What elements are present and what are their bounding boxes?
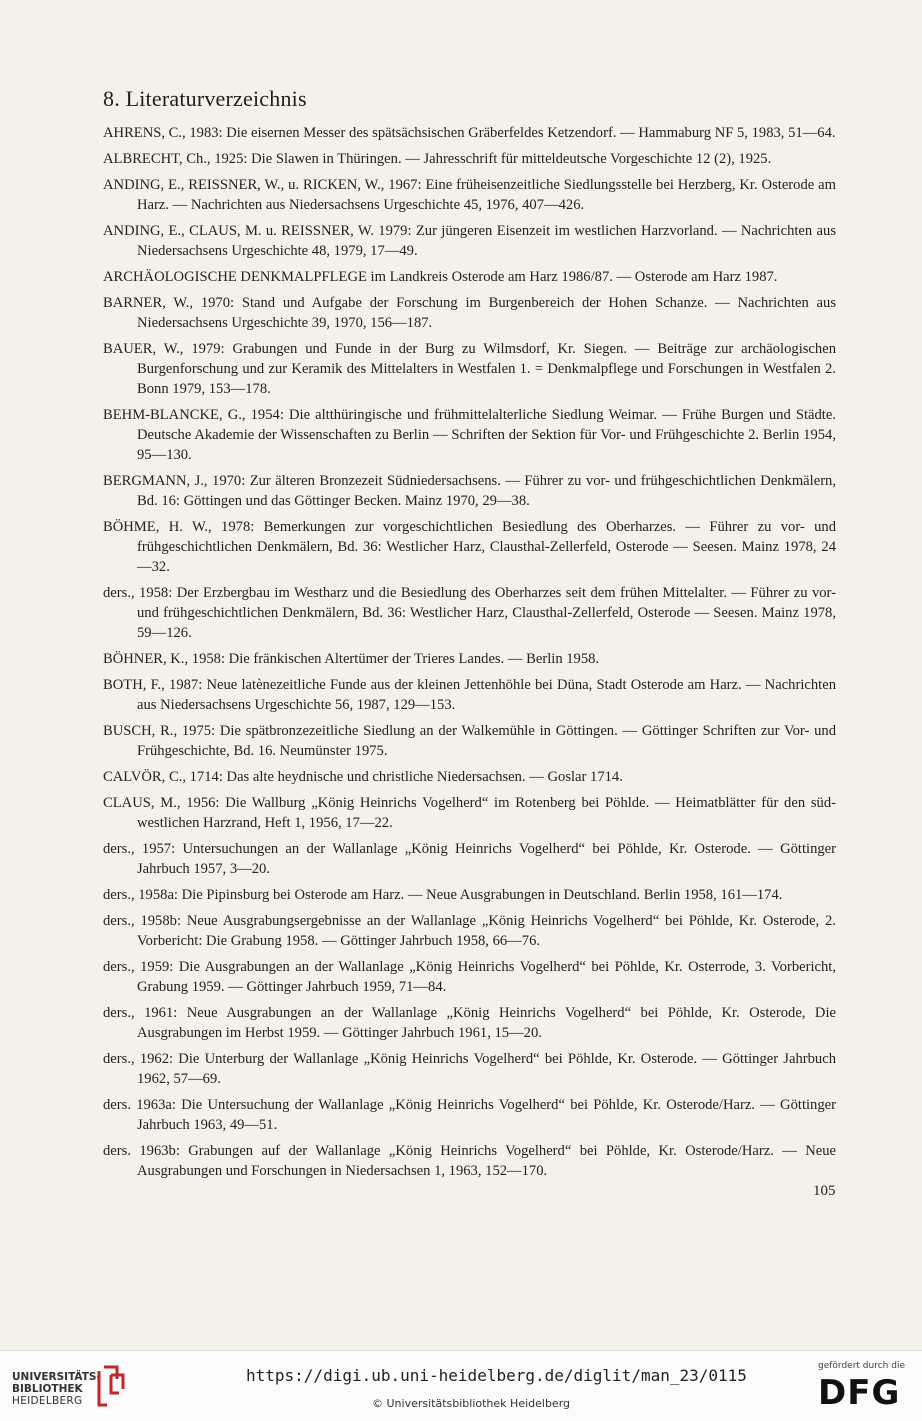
reference-entry: ders., 1962: Die Unterburg der Wallanlage „König Heinrichs Vogelherd“ bei Pöhlde, Kr. Osterode. — Göttinger Jahrbuch 1962, 57—69. [103, 1051, 836, 1087]
reference-entry: BOTH, F., 1987: Neue latènezeitliche Funde aus der kleinen Jettenhöhle bei Düna, Stadt Osterode am Harz. — Nachrichten aus Niedersachsens Urgeschichte 56, 1987, 129—153. [103, 677, 836, 713]
footer-bar [0, 1350, 922, 1421]
reference-entry: ALBRECHT, Ch., 1925: Die Slawen in Thüringen. — Jahresschrift für mitteldeutsche Vorgeschichte 12 (2), 1925. [103, 151, 772, 167]
copyright-notice: © Universitätsbibliothek Heidelberg [372, 1397, 571, 1410]
reference-entry: ARCHÄOLOGISCHE DENKMALPFLEGE im Landkreis Osterode am Harz 1986/87. — Osterode am Harz 1987. [103, 269, 778, 285]
permalink-url[interactable]: https://digi.ub.uni-heidelberg.de/diglit/man_23/0115 [246, 1366, 747, 1385]
reference-entry: BAUER, W., 1979: Grabungen und Funde in der Burg zu Wilmsdorf, Kr. Siegen. — Beiträge zur archäologischen Burgenforschung und zur Keramik des Mittelalters in Westfalen 1. = Denkmalpflege und Forschungen in Westfalen 2. Bonn 1979, 153—178. [103, 341, 836, 397]
reference-entry: ders., 1957: Untersuchungen an der Wallanlage „König Heinrichs Vogelherd“ bei Pöhlde, Kr. Osterode. — Göttinger Jahrbuch 1957, 3—20. [103, 841, 836, 877]
page-number: 105 [813, 1183, 836, 1199]
reference-list [103, 123, 836, 1187]
library-logo-icon [95, 1365, 125, 1407]
reference-entry: ders. 1963a: Die Untersuchung der Wallanlage „König Heinrichs Vogelherd“ bei Pöhlde, Kr. Osterode/Harz. — Göttinger Jahrbuch 1963, 49—51. [103, 1097, 836, 1133]
reference-entry: CLAUS, M., 1956: Die Wallburg „König Heinrichs Vogelherd“ im Rotenberg bei Pöhlde. — Heimatblätter für den süd-westlichen Harzrand, Heft 1, 1956, 17—22. [103, 795, 836, 831]
dfg-logo[interactable]: DFG [818, 1373, 901, 1413]
reference-entry: BÖHNER, K., 1958: Die fränkischen Altertümer der Trieres Landes. — Berlin 1958. [103, 651, 600, 667]
library-logo-text[interactable] [12, 1371, 101, 1407]
reference-entry: BÖHME, H. W., 1978: Bemerkungen zur vorgeschichtlichen Besiedlung des Oberharzes. — Führer zu vor- und frühgeschichtlichen Denkmälern, Bd. 36: Westlicher Harz, Clausthal-Zellerfeld, Osterode — Seesen. Mainz 1978, 24—32. [103, 519, 836, 575]
library-name-line1: UNIVERSITÄTS- [12, 1371, 101, 1383]
library-name-line2: BIBLIOTHEK [12, 1383, 83, 1395]
reference-entry: BERGMANN, J., 1970: Zur älteren Bronzezeit Südniedersachsens. — Führer zu vor- und frühgeschichtlichen Denkmälern, Bd. 16: Göttingen und das Göttinger Becken. Mainz 1970, 29—38. [103, 473, 836, 509]
reference-entry: BARNER, W., 1970: Stand und Aufgabe der Forschung im Burgenbereich der Hohen Schanze. — Nachrichten aus Niedersachsens Urgeschichte 39, 1970, 156—187. [103, 295, 836, 331]
reference-entry: ANDING, E., REISSNER, W., u. RICKEN, W., 1967: Eine früheisenzeitliche Siedlungsstelle bei Herzberg, Kr. Osterode am Harz. — Nachrichten aus Niedersachsens Urgeschichte 45, 1976, 407—426. [103, 177, 836, 213]
reference-entry: ders., 1958a: Die Pipinsburg bei Osterode am Harz. — Neue Ausgrabungen in Deutschland. Berlin 1958, 161—174. [103, 887, 783, 903]
reference-entry: ANDING, E., CLAUS, M. u. REISSNER, W. 1979: Zur jüngeren Eisenzeit im westlichen Harzvorland. — Nachrichten aus Niedersachsens Urgeschichte 48, 1979, 17—49. [103, 223, 836, 259]
page-title: 8. Literaturverzeichnis [103, 86, 307, 111]
reference-entry: ders. 1963b: Grabungen auf der Wallanlage „König Heinrichs Vogelherd“ bei Pöhlde, Kr. Osterode/Harz. — Neue Ausgrabungen und Forschungen in Niedersachsen 1, 1963, 152—170. [103, 1143, 836, 1179]
reference-entry: CALVÖR, C., 1714: Das alte heydnische und christliche Niedersachsen. — Goslar 1714. [103, 769, 623, 785]
reference-entry: AHRENS, C., 1983: Die eisernen Messer des spätsächsischen Gräberfeldes Ketzendorf. — Hammaburg NF 5, 1983, 51—64. [103, 125, 836, 141]
funding-label: gefördert durch die [818, 1361, 905, 1371]
reference-entry: ders., 1958b: Neue Ausgrabungsergebnisse an der Wallanlage „König Heinrichs Vogelherd“ bei Pöhlde, Kr. Osterode, 2. Vorbericht: Die Grabung 1958. — Göttinger Jahrbuch 1958, 66—76. [103, 913, 836, 949]
reference-entry: ders., 1958: Der Erzbergbau im Westharz und die Besiedlung des Oberharzes seit dem frühen Mittelalter. — Führer zu vor- und frühgeschichtlichen Denkmälern, Bd. 36: Westlicher Harz, Clausthal-Zellerfeld, Osterode — Seesen. Mainz 1978, 59—126. [103, 585, 836, 641]
library-name-line3: HEIDELBERG [12, 1395, 83, 1407]
reference-entry: ders., 1959: Die Ausgrabungen an der Wallanlage „König Heinrichs Vogelherd“ bei Pöhlde, Kr. Osterrode, 3. Vorbericht, Grabung 1959. — Göttinger Jahrbuch 1959, 71—84. [103, 959, 836, 995]
reference-entry: BEHM-BLANCKE, G., 1954: Die altthüringische und frühmittelalterliche Siedlung Weimar. — Frühe Burgen und Städte. Deutsche Akademie der Wissenschaften zu Berlin — Schriften der Sektion für Vor- und Frühgeschichte 2. Berlin 1954, 95—130. [103, 407, 836, 463]
reference-entry: ders., 1961: Neue Ausgrabungen an der Wallanlage „König Heinrichs Vogelherd“ bei Pöhlde, Kr. Osterode, Die Ausgrabungen im Herbst 1959. — Göttinger Jahrbuch 1961, 15—20. [103, 1005, 836, 1041]
reference-entry: BUSCH, R., 1975: Die spätbronzezeitliche Siedlung an der Walkemühle in Göttingen. — Göttinger Schriften zur Vor- und Frühgeschichte, Bd. 16. Neumünster 1975. [103, 723, 836, 759]
